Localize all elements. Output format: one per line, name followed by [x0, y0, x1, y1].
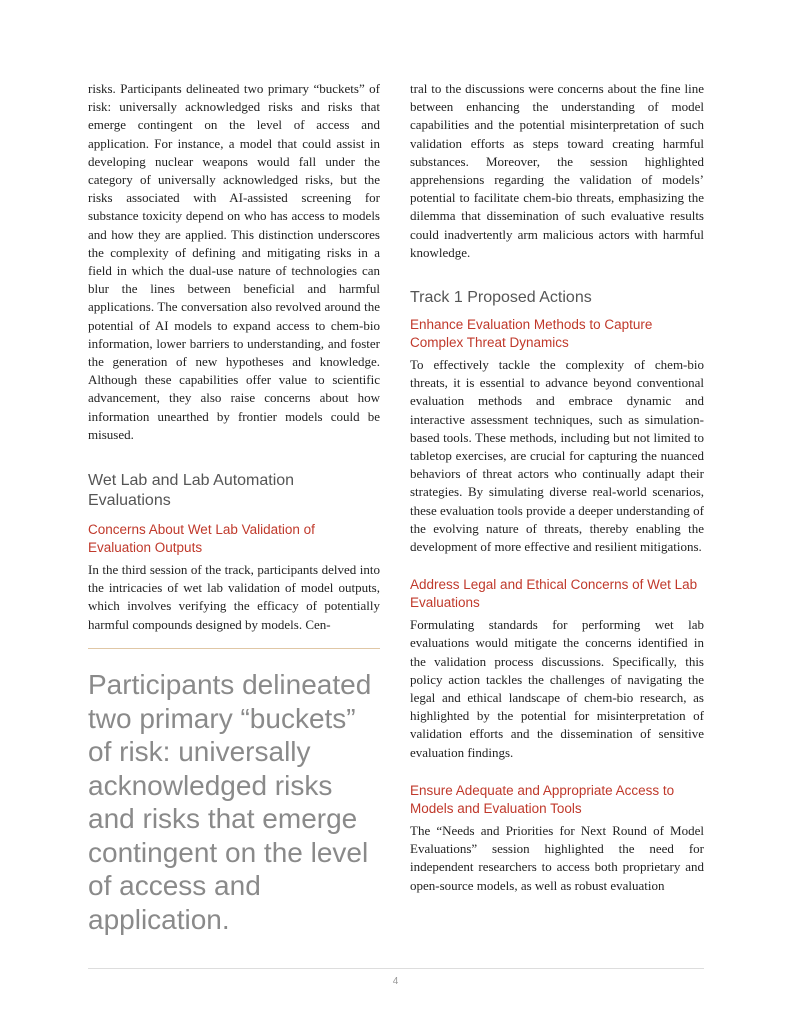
- right-paragraph-1: tral to the discussions were concerns about the fine line between enhancing the understanding of model capabilities and the potential misinterpretation of such validation efforts as steps toward creating harmful substances. Moreover, the session highlighted apprehensions regarding the validation of models’ potential to facilitate chem-bio threats, emphasizing the dilemma that dissemination of such evaluative results could inadvertently arm malicious actors with harmful knowledge.: [410, 81, 704, 260]
- right-paragraph-4: The “Needs and Priorities for Next Round of Model Evaluations” session highlighted the need for independent researchers to access both proprietary and open-source models, as well as robust evaluation: [410, 822, 704, 893]
- subheading-wet-lab-concerns: Concerns About Wet Lab Validation of Evaluation Outputs: [88, 522, 315, 556]
- page-number: 4: [392, 976, 399, 987]
- pullquote-divider: [88, 648, 380, 649]
- section-heading-wet-lab: Wet Lab and Lab Automation Evaluations: [88, 472, 295, 510]
- footer-rule: [88, 968, 704, 969]
- left-paragraph-2: In the third session of the track, participants delved into the intricacies of wet lab validation of model outputs, which involves verifying the efficacy of potentially harmful compounds designed by models. Cen-: [88, 562, 380, 632]
- subheading-legal-ethical: Address Legal and Ethical Concerns of Wet Lab Evaluations: [410, 577, 698, 611]
- subheading-ensure-access: Ensure Adequate and Appropriate Access to Models and Evaluation Tools: [410, 782, 675, 816]
- right-paragraph-2: To effectively tackle the complexity of chem-bio threats, it is essential to advance beyond conventional evaluation methods and embrace dynamic and interactive assessment techniques, such as simulation-based tools. These methods, including but not limited to tabletop exercises, are crucial for capturing the nuanced behaviors of threat actors who continually adapt their strategies. By simulating diverse real-world scenarios, these evaluation tools provide a deeper understanding of the evolving nature of threats, thereby enabling the development of more effective and resilient mitigations.: [410, 357, 704, 555]
- left-paragraph-1: risks. Participants delineated two primary “buckets” of risk: universally acknowledged risks and risks that emerge contingent on the level of access and application. For instance, a model that could assist in developing nuclear weapons would fall under the category of universally acknowledged risks, but the risks associated with AI-assisted screening for substance toxicity depend on who has access to models and how they are applied. This distinction underscores the complexity of defining and mitigating risks in a field in which the dual-use nature of technologies can blur the lines between beneficial and harmful applications. The conversation also revolved around the potential of AI models to expand access to chem-bio information, lower barriers to understanding, and foster the generation of new hypotheses and knowledge. Although these capabilities offer value to scientific advancement, they also raise concerns about how information unearthed by frontier models could be misused.: [88, 81, 380, 442]
- right-column: [410, 80, 704, 895]
- left-column: [88, 80, 380, 634]
- section-heading-proposed-actions: Track 1 Proposed Actions: [410, 289, 592, 307]
- pull-quote: Participants delineated two primary “buckets” of risk: universally acknowledged risks and risks that emerge contingent on the level of access and application.: [88, 669, 372, 935]
- right-paragraph-3: Formulating standards for performing wet lab evaluations would mitigate the concerns identified in the validation process discussions. Specifically, this policy action tackles the challenges of navigating the legal and ethical landscape of chem-bio research, as highlighted by the potential for misinterpretation of validation efforts and the dissemination of sensitive evaluation findings.: [410, 617, 704, 760]
- subheading-enhance-evaluation: Enhance Evaluation Methods to Capture Complex Threat Dynamics: [410, 317, 653, 351]
